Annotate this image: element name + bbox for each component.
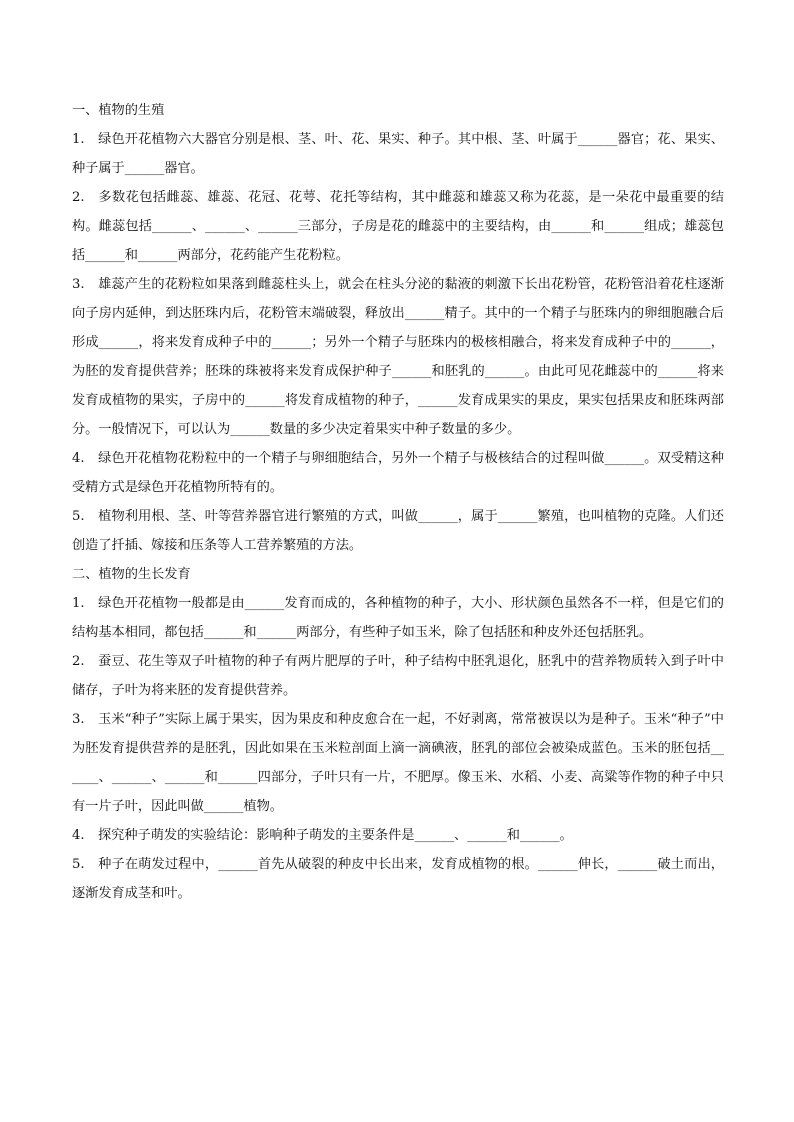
question-item — [72, 444, 724, 502]
question-text: 雄蕊产生的花粉粒如果落到雌蕊柱头上，就会在柱头分泌的黏液的刺激下长出花粉管，花粉管沿着花柱逐渐向子房内延伸，到达胚珠内后，花粉管末端破裂，释放出______精子。其中的一个精子与胚珠内的卵细胞融合后形成______，将来发育成种子中的______；另外一个精子与胚珠内的极核相融合，将来发育成种子中的______，为胚的发育提供营养；胚珠的珠被将来发育成保护种子______和胚乳的______。由此可见花雌蕊中的______将来发育成植物的果实，子房中的______将发育成植物的种子，______发育成果实的果皮，果实包括果皮和胚珠两部分。一般情况下，可以认为______数量的多少决定着果实中种子数量的多少。 — [72, 277, 724, 437]
question-text: 蚕豆、花生等双子叶植物的种子有两片肥厚的子叶，种子结构中胚乳退化，胚乳中的营养物质转入到子叶中储存，子叶为将来胚的发育提供营养。 — [72, 654, 724, 698]
question-text: 多数花包括雌蕊、雄蕊、花冠、花萼、花托等结构，其中雌蕊和雄蕊又称为花蕊，是一朵花中最重要的结构。雌蕊包括______、______、______三部分，子房是花的雌蕊中的主要结构，由______和______组成；雄蕊包括______和______两部分，花药能产生花粉粒。 — [72, 190, 724, 263]
section-heading: 一、植物的生殖 — [72, 103, 165, 118]
section-growth — [72, 560, 724, 908]
question-number: 5. — [72, 509, 85, 524]
question-item — [72, 125, 724, 183]
question-item — [72, 183, 724, 270]
question-number: 3. — [72, 277, 85, 292]
question-text: 种子在萌发过程中，______首先从破裂的种皮中长出来，发育成植物的根。______伸长，______破土而出，逐渐发育成茎和叶。 — [72, 857, 724, 901]
question-text: 绿色开花植物六大器官分别是根、茎、叶、花、果实、种子。其中根、茎、叶属于______器官；花、果实、种子属于______器官。 — [72, 132, 724, 176]
question-number: 2. — [72, 190, 85, 205]
question-number: 4. — [72, 828, 85, 843]
question-number: 1. — [72, 596, 85, 611]
question-text: 玉米“种子”实际上属于果实，因为果皮和种皮愈合在一起，不好剥离，常常被误以为是种子。玉米“种子”中为胚发育提供营养的是胚乳，因此如果在玉米粒剖面上滴一滴碘液，胚乳的部位会被染成蓝色。玉米的胚包括______、______、______和______四部分，子叶只有一片，不肥厚。像玉米、水稻、小麦、高粱等作物的种子中只有一片子叶，因此叫做______植物。 — [72, 712, 724, 814]
question-item — [72, 502, 724, 560]
question-item — [72, 850, 724, 908]
question-text: 绿色开花植物一般都是由______发育而成的，各种植物的种子，大小、形状颜色虽然各不一样，但是它们的结构基本相同，都包括______和______两部分，有些种子如玉米，除了包括胚和种皮外还包括胚乳。 — [72, 596, 724, 640]
question-item — [72, 589, 724, 647]
document-page — [72, 96, 724, 908]
question-number: 4. — [72, 451, 85, 466]
question-item — [72, 821, 724, 850]
question-number: 2. — [72, 654, 85, 669]
question-text: 植物利用根、茎、叶等营养器官进行繁殖的方式，叫做______，属于______繁殖，也叫植物的克隆。人们还创造了扦插、嫁接和压条等人工营养繁殖的方法。 — [72, 509, 724, 553]
question-number: 1. — [72, 132, 85, 147]
question-item — [72, 647, 724, 705]
question-item — [72, 705, 724, 821]
question-number: 3. — [72, 712, 85, 727]
question-text: 绿色开花植物花粉粒中的一个精子与卵细胞结合，另外一个精子与极核结合的过程叫做______。双受精这种受精方式是绿色开花植物所特有的。 — [72, 451, 724, 495]
section-reproduction — [72, 96, 724, 560]
question-text: 探究种子萌发的实验结论：影响种子萌发的主要条件是______、______和______。 — [98, 828, 573, 843]
section-heading: 二、植物的生长发育 — [72, 567, 191, 582]
question-item — [72, 270, 724, 444]
question-number: 5. — [72, 857, 85, 872]
